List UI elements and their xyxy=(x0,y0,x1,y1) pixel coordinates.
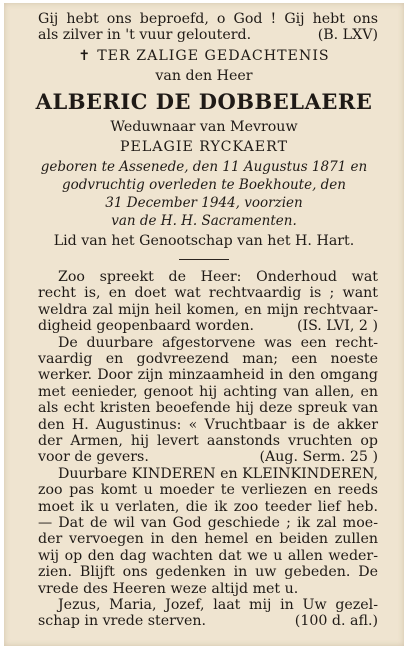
memorial-card xyxy=(4,3,404,646)
body-line xyxy=(38,613,378,630)
body-line-text: voor de gevers. xyxy=(38,449,149,466)
scripture-reference: (B. LXV) xyxy=(317,27,378,43)
deceased-name: ALBERIC DE DOBBELAERE xyxy=(35,89,373,114)
membership-line: Lid van het Genootschap van het H. Hart. xyxy=(53,233,355,249)
body-line: der Armen, hij levert aanstonds vruchten op xyxy=(38,433,378,449)
body-line: weldra zal mijn heil komen, en mijn rechtvaar- xyxy=(38,301,378,318)
bio-line-2: godvruchtig overleden te Boekhoute, den xyxy=(61,177,346,193)
body-line-text: schap in vrede sterven. xyxy=(38,613,206,630)
indulgence-reference: (100 d. afl.) xyxy=(294,613,378,630)
body-line: met eenieder, genoot hij achting van allen, en xyxy=(38,383,378,400)
body-line: recht is, en doet wat rechtvaardig is ; want xyxy=(38,285,378,302)
section-divider xyxy=(179,259,229,260)
body-line: der vervoegen in den hemel en beiden zullen xyxy=(38,531,378,548)
cross-icon: ✝ xyxy=(78,48,92,64)
bio-line-3: 31 December 1944, voorzien xyxy=(105,195,303,211)
scripture-quote-text: als zilver in 't vuur gelouterd. xyxy=(38,27,252,43)
scripture-reference: (IS. LVI, 2 ) xyxy=(296,318,378,335)
body-line: als echt kristen beoefende hij deze spreuk van xyxy=(38,400,378,417)
spouse-name: PELAGIE RYCKAERT xyxy=(119,139,289,155)
body-line: zoo pas komt u moeder te verliezen en reeds xyxy=(38,482,378,499)
body-line xyxy=(38,318,378,335)
widower-line: Weduwnaar van Mevrouw xyxy=(110,119,298,135)
body-line: wij op den dag wachten dat we u allen weder- xyxy=(38,547,378,564)
body-line xyxy=(38,449,378,466)
scripture-quote-line-1: Gij hebt ons beproefd, o God ! Gij hebt ons xyxy=(38,11,378,27)
body-line: De duurbare afgestorvene was een recht- xyxy=(58,334,378,351)
body-line: vrede des Heeren weze altijd met u. xyxy=(38,580,299,597)
memorial-heading-text: TER ZALIGE GEDACHTENIS xyxy=(97,48,330,64)
body-line: Jezus, Maria, Jozef, laat mij in Uw gezel- xyxy=(58,597,378,613)
body-line: moet ik u verlaten, die ik zoo teeder lief heb. xyxy=(38,498,378,515)
bio-line-4: van de H. H. Sacramenten. xyxy=(111,213,297,229)
van-den-heer: van den Heer xyxy=(155,68,253,84)
body-line: Duurbare KINDEREN en KLEINKINDEREN, xyxy=(58,465,378,482)
body-line: den H. Augustinus: « Vruchtbaar is de akker xyxy=(38,416,378,433)
scripture-quote-line-2 xyxy=(38,27,378,44)
body-line: — Dat de wil van God geschiede ; ik zal moe- xyxy=(38,515,378,531)
bio-line-1: geboren te Assenede, den 11 Augustus 1871 en xyxy=(40,159,368,175)
body-line: zien. Blijft ons gedenken in uw gebeden. De xyxy=(38,564,378,581)
body-line: werker. Door zijn minzaamheid in den omgang xyxy=(38,367,378,384)
memorial-heading xyxy=(4,48,404,65)
body-line: vaardig en godvreezend man; een noeste xyxy=(38,351,378,367)
body-line: Zoo spreekt de Heer: Onderhoud wat xyxy=(58,269,378,285)
scripture-reference: (Aug. Serm. 25 ) xyxy=(259,449,378,466)
body-line-text: digheid geopenbaard worden. xyxy=(38,318,254,335)
